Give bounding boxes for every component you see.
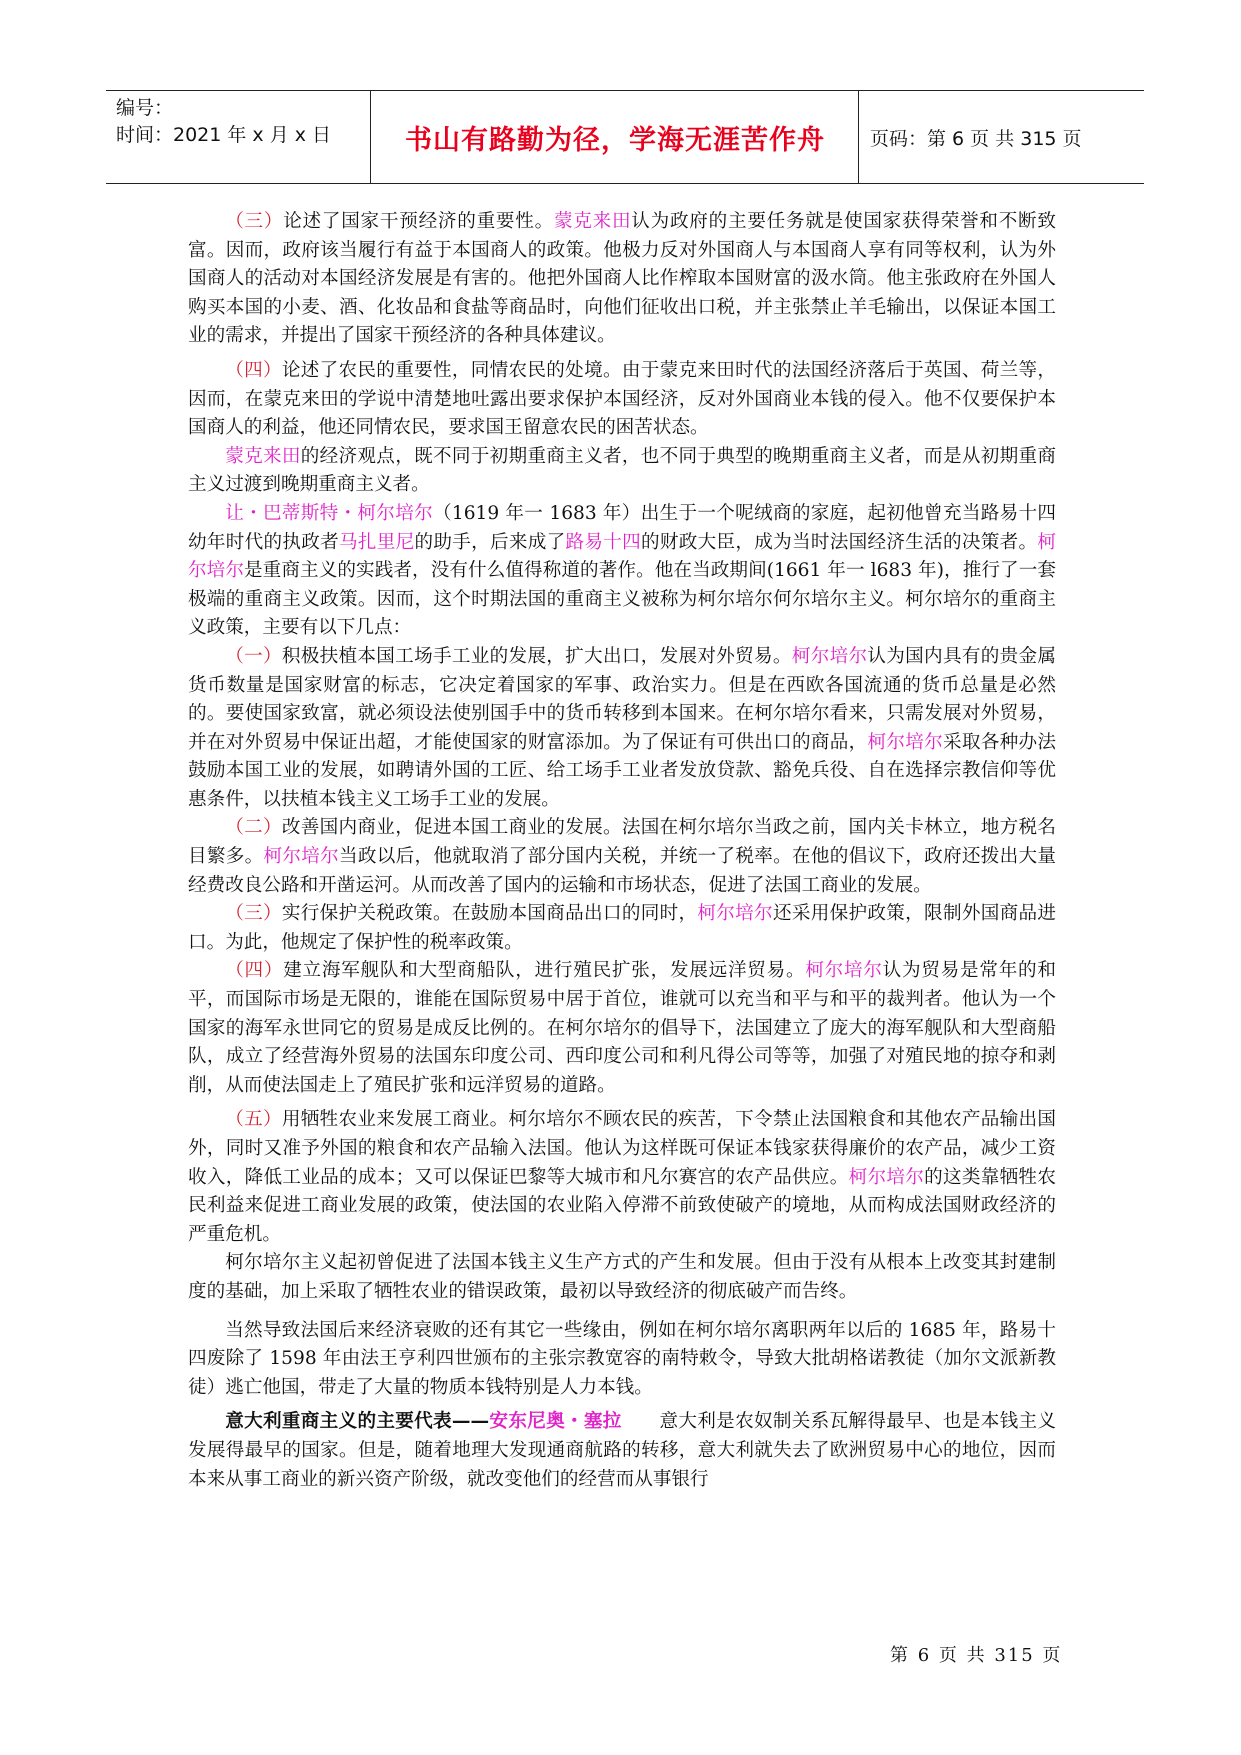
section-number: （三） xyxy=(225,903,282,925)
text: 认为政府的主要任务就是使国家获得荣誉和不断致富。因而，政府该当履行有益于本国商人的政策。他极力反对外国商人与本国商人享有同等权利，认为外国商人的活动对本国经济发展是有害的。他把外国商人比作榨取本国财富的汲水筒。他主张政府在外国人购买本国的小麦、酒、化妆品和食盐等商品时，向他们征收出口税，并主张禁止羊毛输出，以保证本国工业的需求，并提出了国家干预经济的各种具体建议。 xyxy=(188,211,1056,347)
text: 柯尔培尔主义起初曾促进了法国本钱主义生产方式的产生和发展。但由于没有从根本上改变其封建制度的基础，加上采取了牺牲农业的错误政策，最初以导致经济的彻底破产而告终。 xyxy=(188,1252,1056,1302)
page-header xyxy=(106,90,1144,184)
paragraph xyxy=(188,443,1056,500)
text: 还采用保护政策，限制外国商品进口。为此，他规定了保护性的税率政策。 xyxy=(188,903,1056,953)
text: 认为国内具有的贵金属货币数量是国家财富的标志，它决定着国家的军事、政治实力。但是在西欧各国流通的货币总量是必然的。要使国家致富，就必须设法使别国手中的货币转移到本国来。在柯尔培尔看来，只需发展对外贸易，并在对外贸易中保证出超，才能使国家的财富添加。为了保证有可供出口的商品， xyxy=(188,645,1056,753)
paragraph xyxy=(188,1249,1056,1306)
section-number: （一） xyxy=(225,645,282,667)
paragraph xyxy=(188,1317,1056,1403)
section-number: （三） xyxy=(225,211,284,232)
name-link: 柯尔培尔 xyxy=(188,531,1056,582)
header-motto: 书山有路勤为径，学海无涯苦作舟 xyxy=(405,124,825,156)
text: 的助手，后来成了 xyxy=(414,531,566,553)
paragraph xyxy=(188,814,1056,900)
name-link: 柯尔培尔 xyxy=(791,645,868,667)
text: 认为贸易是常年的和平，而国际市场是无限的，谁能在国际贸易中居于首位，谁就可以充当和平与和平的裁判者。他认为一个国家的海军永世同它的贸易是成反比例的。在柯尔培尔的倡导下，法国建立了庞大的海军舰队和大型商船队，成立了经营海外贸易的法国东印度公司、西印度公司和利凡得公司等等，加强了对殖民地的掠夺和剥削，从而使法国走上了殖民扩张和远洋贸易的道路。 xyxy=(188,960,1056,1096)
text: 的这类靠牺牲农民利益来促进工商业发展的政策，使法国的农业陷入停滞不前致使破产的境地，从而构成法国财政经济的严重危机。 xyxy=(188,1166,1056,1245)
paragraph xyxy=(188,643,1056,815)
name-link: 安东尼奥・塞拉 xyxy=(489,1411,622,1433)
text: 的财政大臣，成为当时法国经济生活的决策者。 xyxy=(641,531,1038,553)
header-page-info: 页码：第 6 页 共 315 页 xyxy=(870,127,1082,150)
text: 论述了国家干预经济的重要性。 xyxy=(283,211,554,232)
serial-label: 编号： xyxy=(116,97,174,119)
header-divider xyxy=(858,91,859,183)
section-number: （四） xyxy=(225,960,284,982)
text: 当政以后，他就取消了部分国内关税，并统一了税率。在他的倡议下，政府还拨出大量经费改良公路和开凿运河。从而改善了国内的运输和市场状态，促进了法国工商业的发展。 xyxy=(188,846,1056,896)
section-heading: 意大利重商主义的主要代表—— xyxy=(225,1411,490,1433)
name-link: 柯尔培尔 xyxy=(867,731,943,753)
name-link: 蒙克来田 xyxy=(225,445,301,467)
name-link: 柯尔培尔 xyxy=(848,1166,925,1188)
text: 改善国内商业，促进本国工商业的发展。法国在柯尔培尔当政之前，国内关卡林立，地方税名目繁多。 xyxy=(188,817,1056,868)
text: 实行保护关税政策。在鼓励本国商品出口的同时， xyxy=(281,903,698,925)
document-body xyxy=(188,208,1056,1494)
name-link: 蒙克来田 xyxy=(553,211,632,232)
text: 的经济观点，既不同于初期重商主义者，也不同于典型的晚期重商主义者，而是从初期重商主义过渡到晚期重商主义者。 xyxy=(188,445,1056,496)
text: 用牺牲农业来发展工商业。柯尔培尔不顾农民的疾苦，下令禁止法国粮食和其他农产品输出国外，同时又准予外国的粮食和农产品输入法国。他认为这样既可保证本钱家获得廉价的农产品，减少工资收入，降低工业品的成本；又可以保证巴黎等大城市和凡尔赛宫的农产品供应。 xyxy=(188,1109,1056,1188)
text: （1619 年一 1683 年）出生于一个呢绒商的家庭，起初他曾充当路易十四幼年时代的执政者 xyxy=(188,502,1056,553)
section-number: （四） xyxy=(225,359,282,381)
text: 建立海军舰队和大型商船队，进行殖民扩张，发展远洋贸易。 xyxy=(283,960,806,982)
paragraph xyxy=(188,208,1056,351)
name-link: 柯尔培尔 xyxy=(805,960,883,982)
text: 积极扶植本国工场手工业的发展，扩大出口，发展对外贸易。 xyxy=(281,645,792,667)
section-number: （五） xyxy=(225,1109,282,1131)
text: 意大利是农奴制关系瓦解得最早、也是本钱主义发展得最早的国家。但是，随着地理大发现通商航路的转移，意大利就失去了欧洲贸易中心的地位，因而本来从事工商业的新兴资产阶级，就改变他们的经营而从事银行 xyxy=(188,1411,1056,1490)
paragraph xyxy=(188,1408,1056,1494)
header-divider xyxy=(370,91,371,183)
time-label: 时间：2021 年 x 月 x 日 xyxy=(116,124,332,146)
paragraph xyxy=(188,357,1056,443)
name-link: 柯尔培尔 xyxy=(697,903,773,925)
page-footer: 第 6 页 共 315 页 xyxy=(890,1645,1063,1666)
paragraph xyxy=(188,500,1056,643)
text: 是重商主义的实践者，没有什么值得称道的著作。他在当政期间(1661 年一 l683 年)，推行了一套极端的重商主义政策。因而，这个时期法国的重商主义被称为柯尔培尔何尔培尔主义。柯尔培尔的重商主义政策，主要有以下几点： xyxy=(188,560,1056,639)
text: 论述了农民的重要性，同情农民的处境。由于蒙克来田时代的法国经济落后于英国、荷兰等，因而，在蒙克来田的学说中清楚地吐露出要求保护本国经济，反对外国商业本钱的侵入。他不仅要保护本国商人的利益，他还同情农民，要求国王留意农民的困苦状态。 xyxy=(188,359,1056,439)
name-link: 柯尔培尔 xyxy=(263,846,339,868)
paragraph xyxy=(188,900,1056,957)
text: 采取各种办法鼓励本国工业的发展，如聘请外国的工匠、给工场手工业者发放贷款、豁免兵役、自在选择宗教信仰等优惠条件，以扶植本钱主义工场手工业的发展。 xyxy=(188,731,1056,810)
name-link: 让・巴蒂斯特・柯尔培尔 xyxy=(225,502,433,524)
header-meta xyxy=(116,95,370,149)
name-link: 马扎里尼 xyxy=(339,531,415,553)
text: 当然导致法国后来经济衰败的还有其它一些缘由，例如在柯尔培尔离职两年以后的 1685 年，路易十四废除了 1598 年由法王亨利四世颁布的主张宗教宽容的南特敕令，导致大批胡格诺教徒（加尔文派新教徒）逃亡他国，带走了大量的物质本钱特别是人力本钱。 xyxy=(188,1319,1056,1398)
paragraph xyxy=(188,957,1056,1100)
name-link: 路易十四 xyxy=(565,531,641,553)
paragraph xyxy=(188,1106,1056,1249)
section-number: （二） xyxy=(225,817,282,839)
